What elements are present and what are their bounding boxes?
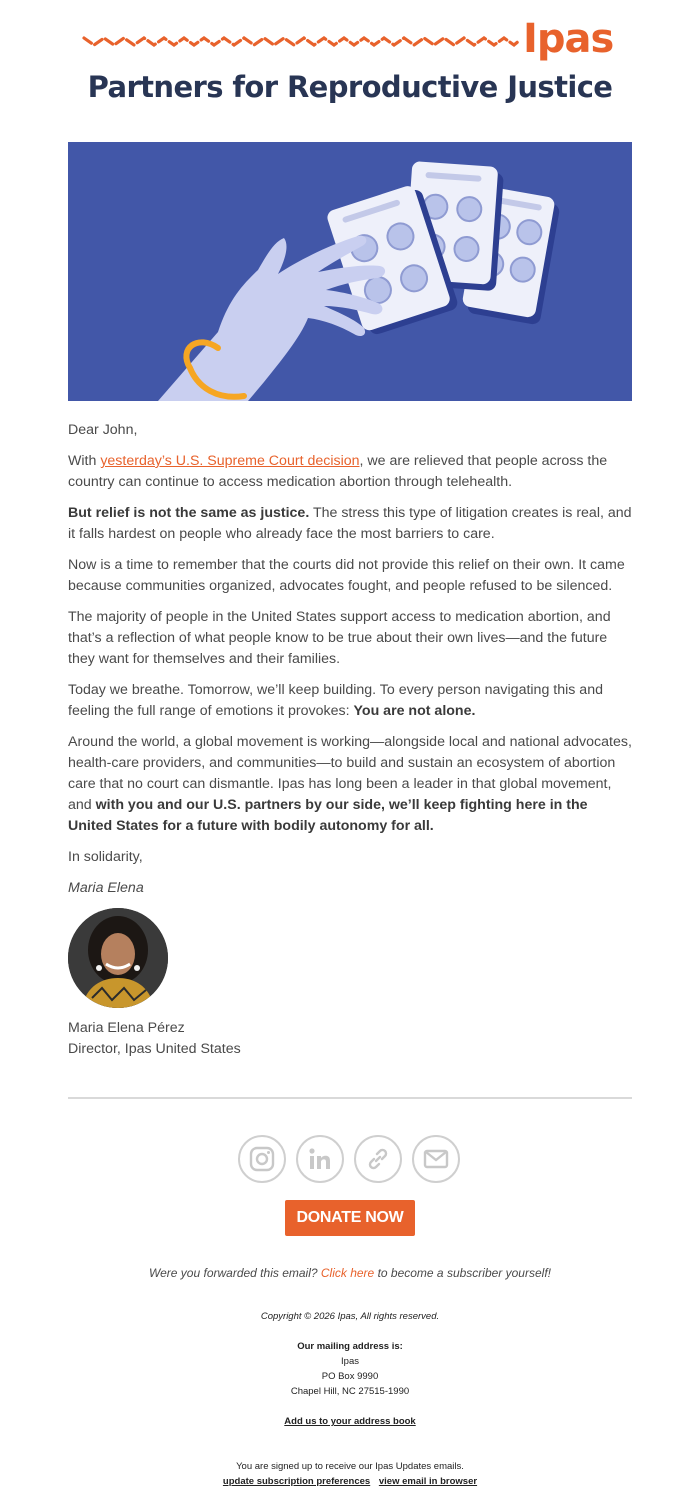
social-links [238,1135,460,1183]
brand-logo[interactable]: Ipas [523,16,614,62]
letter-body [68,420,632,909]
hero-image [68,142,632,401]
address-line: PO Box 9990 [321,1371,379,1382]
text: Were you forwarded this email? [149,1266,321,1280]
linkedin-icon[interactable] [296,1135,344,1183]
supreme-court-decision-link[interactable]: yesterday’s U.S. Supreme Court decision [100,453,360,469]
copyright: Copyright © 2026 Ipas, All rights reserved. [260,1311,440,1322]
instagram-icon[interactable] [238,1135,286,1183]
view-in-browser-link[interactable]: view email in browser [378,1476,478,1487]
address-line: Chapel Hill, NC 27515-1990 [290,1386,410,1397]
signer-title: Director, Ipas United States [68,1041,241,1057]
bold-text: with you and our U.S. partners by our side, we’ll keep fighting here in the United States for a future with bodily autonomy for all. [68,797,588,834]
email-header [0,0,700,130]
forwarded-notice [0,1266,700,1280]
divider [68,1097,632,1099]
closing: In solidarity, [68,849,143,865]
hand-holding-pills-illustration [68,142,632,401]
text: The stress this type of litigation creates is real, and it falls hardest on people who already face the most barriers to care. [68,505,632,542]
signer-photo [68,908,168,1008]
add-address-book-link[interactable]: Add us to your address book [284,1416,416,1427]
bold-text: But relief is not the same as justice. [68,505,310,521]
paragraph [68,451,632,493]
page-title: Partners for Reproductive Justice [87,70,613,104]
update-preferences-link[interactable]: update subscription preferences [222,1476,371,1487]
link-icon[interactable] [354,1135,402,1183]
address-line: Ipas [341,1356,359,1367]
paragraph [68,680,632,722]
zigzag-decoration [82,28,522,52]
paragraph: Now is a time to remember that the courts did not provide this relief on their own. It came because communities organized, advocates fought, and people refused to be silenced. [68,557,625,594]
text: , we are relieved that people across the country can continue to access medication abortion through telehealth. [68,453,608,490]
signer-name: Maria Elena Pérez [68,1020,185,1036]
text: With [68,453,101,469]
signature: Maria Elena [68,880,144,896]
paragraph [68,732,632,837]
footer-links [0,1474,700,1489]
text: to become a subscriber yourself! [374,1266,551,1280]
mailing-address-title: Our mailing address is: [297,1341,403,1352]
donate-button[interactable]: DONATE NOW [285,1200,415,1236]
avatar [68,908,168,1008]
paragraph [68,503,632,545]
text: Today we breathe. Tomorrow, we’ll keep building. To every person navigating this and feeling the full range of emotions it provokes: [68,682,603,719]
paragraph: The majority of people in the United States support access to medication abortion, and that’s a reflection of what people know to be true about their own lives—and the future they want for themselves and their families. [68,609,611,667]
greeting: Dear John, [68,422,138,438]
signer-block [68,1018,241,1060]
email-icon[interactable] [412,1135,460,1183]
text: Around the world, a global movement is working—alongside local and national advocates, health-care providers, and communities—to build and sustain an ecosystem of abortion care that no court can dismantle. Ipas has long been a leader in that global movement, and [68,734,632,813]
signup-notice: You are signed up to receive our Ipas Updates emails. [236,1461,464,1472]
bold-text: You are not alone. [353,703,476,719]
subscribe-link[interactable]: Click here [320,1266,375,1280]
